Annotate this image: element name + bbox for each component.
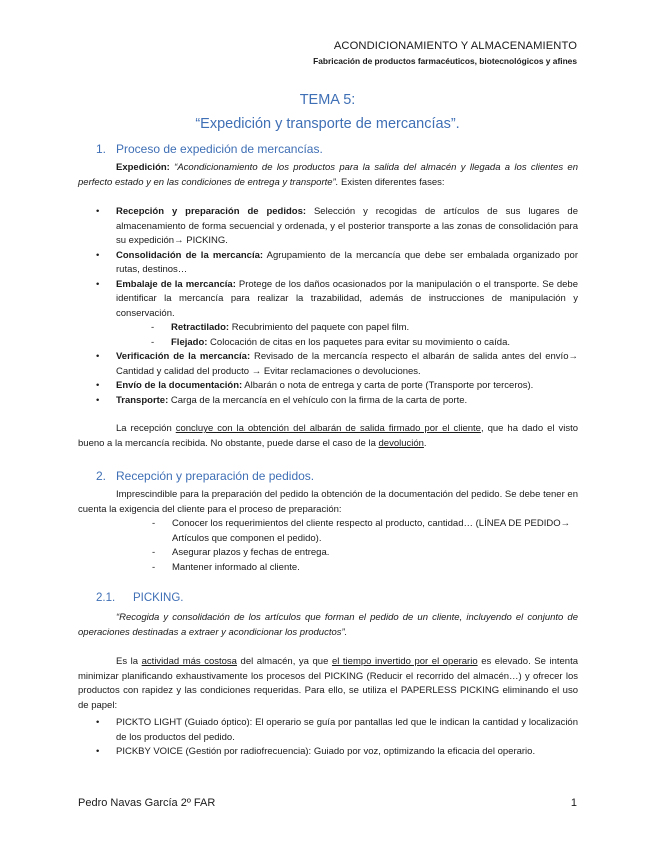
text: es elevado. Se intenta minimizar planificando exhaustivamente los procesos del PICKING (Reducir el recorrido del almacén…) y ofrecer los productos con rapidez y las condiciones requeridas. Para ello, se utiliza el PAPERLESS PICKING eliminando el uso de papel: xyxy=(78,656,579,711)
sub-list-item xyxy=(151,321,578,336)
requirements-list xyxy=(152,517,578,575)
description: Selección y recogidas de artículos de sus lugares de almacenamiento de forma secuencial y ordenada, y el posterior transporte a las zonas de consolidación para su expedición→ PICKING. xyxy=(116,206,578,246)
underlined-text: devolución xyxy=(378,437,424,449)
picking-definition xyxy=(78,611,578,640)
term: Verificación de la mercancía: xyxy=(116,351,251,362)
header-title: ACONDICIONAMIENTO Y ALMACENAMIENTO xyxy=(333,40,577,52)
term: Flejado: xyxy=(171,336,208,348)
description: Revisado de la mercancía respecto el albarán de salida antes del envío→ Cantidad y calidad del producto → Evitar reclamaciones o devoluciones. xyxy=(116,351,578,377)
section-number: 2.1. xyxy=(96,592,116,604)
topic-title: “Expedición y transporte de mercancías”. xyxy=(195,116,460,132)
bullet-icon: • xyxy=(96,278,100,290)
term: Envío de la documentación: xyxy=(116,380,243,391)
intro-rest: Existen diferentes fases: xyxy=(338,176,445,188)
section-title: Recepción y preparación de pedidos. xyxy=(116,469,315,483)
header-subtitle: Fabricación de productos farmacéuticos, biotecnológicos y afines xyxy=(313,56,577,66)
term: Embalaje de la mercancía: xyxy=(116,278,236,290)
underlined-text: concluye con la obtención del albarán de salida firmado por el cliente xyxy=(175,423,481,434)
packaging-sublist xyxy=(151,321,578,350)
list-item xyxy=(96,716,578,745)
list-item xyxy=(152,517,578,546)
description: PICKTO LIGHT (Guiado óptico): El operario se guía por pantallas led que le indican la cantidad y localización de los productos del pedido. xyxy=(116,717,578,743)
list-item xyxy=(96,278,578,322)
sub-list-item xyxy=(151,336,578,351)
list-item xyxy=(152,546,578,561)
term: Recepción y preparación de pedidos: xyxy=(116,206,307,217)
section-title: Proceso de expedición de mercancías. xyxy=(116,142,323,156)
phases-list xyxy=(96,205,578,408)
dash-icon: - xyxy=(152,518,156,529)
list-item xyxy=(96,745,578,760)
paperless-list xyxy=(96,716,578,760)
dash-icon: - xyxy=(152,561,156,573)
description: Mantener informado al cliente. xyxy=(172,561,300,573)
dash-icon: - xyxy=(151,322,155,333)
dash-icon: - xyxy=(152,547,156,558)
underlined-text: actividad más costosa xyxy=(141,656,237,667)
definition-quote: “Acondicionamiento de los productos para la salida del almacén y llegada a los clientes en perfecto estado y en las condiciones de entrega y transporte”. xyxy=(78,162,578,188)
list-item xyxy=(96,350,578,379)
description: PICKBY VOICE (Gestión por radiofrecuencia): Guiado por voz, optimizando la eficacia del operario. xyxy=(116,746,536,757)
bullet-icon: • xyxy=(96,249,100,261)
bullet-icon: • xyxy=(96,351,100,362)
list-item xyxy=(96,394,578,409)
page-number: 1 xyxy=(570,797,577,809)
term: Expedición: xyxy=(116,162,170,173)
text: Es la xyxy=(116,656,142,667)
description: Albarán o nota de entrega y carta de porte (Transporte por terceros). xyxy=(242,380,534,391)
dash-icon: - xyxy=(151,336,155,348)
section-2-heading xyxy=(96,469,314,483)
description: Carga de la mercancía en el vehículo con la firma de la carta de porte. xyxy=(168,394,468,406)
underlined-text: el tiempo invertido por el operario xyxy=(331,656,478,667)
text: del almacén, ya que xyxy=(236,656,332,667)
section-1-intro xyxy=(78,161,578,190)
term: Consolidación de la mercancía: xyxy=(116,249,264,261)
footer-author: Pedro Navas García 2º FAR xyxy=(78,797,216,809)
list-item xyxy=(96,249,578,278)
description: Agrupamiento de la mercancía que debe ser embalada organizado por rutas, destinos… xyxy=(116,249,578,275)
section-1-conclusion xyxy=(78,422,578,451)
description: Recubrimiento del paquete con papel film. xyxy=(229,322,410,333)
list-item xyxy=(96,205,578,249)
bullet-icon: • xyxy=(96,394,100,406)
description: Protege de los daños ocasionados por la manipulación o el transporte. Se debe identificar la mercancía para realizar la trazabilidad, además de instrucciones de manipulación y conservación. xyxy=(116,278,578,319)
section-number: 1. xyxy=(96,142,107,156)
bullet-icon: • xyxy=(96,206,100,217)
section-2-intro: Imprescindible para la preparación del pedido la obtención de la documentación del pedido. Se debe tener en cuenta la exigencia del cliente para el proceso de preparación: xyxy=(78,489,578,515)
section-1-heading xyxy=(96,142,323,156)
description: Asegurar plazos y fechas de entrega. xyxy=(172,547,330,558)
section-number: 2. xyxy=(96,469,107,483)
list-item xyxy=(152,561,578,576)
picking-paragraph xyxy=(78,655,578,713)
description: Conocer los requerimientos del cliente respecto al producto, cantidad… (LÍNEA DE PEDIDO→ Artículos que componen el pedido). xyxy=(172,518,571,544)
section-2-1-heading xyxy=(96,592,183,604)
section-title: PICKING. xyxy=(133,592,184,604)
text: La recepción xyxy=(116,423,176,434)
text: , que ha dado el visto bueno a la mercancía recibida. No obstante, puede darse el caso de la xyxy=(78,423,578,449)
topic-number: TEMA 5: xyxy=(299,92,356,108)
description: Colocación de citas en los paquetes para evitar su movimiento o caída. xyxy=(207,336,511,348)
bullet-icon: • xyxy=(96,380,100,391)
definition-quote: “Recogida y consolidación de los artículos que forman el pedido de un cliente, incluyendo el conjunto de operaciones destinadas a extraer y acondicionar los productos”. xyxy=(78,612,578,638)
list-item xyxy=(96,379,578,394)
bullet-icon: • xyxy=(96,746,100,757)
term: Transporte: xyxy=(116,394,169,406)
term: Retractilado: xyxy=(171,322,230,333)
text: . xyxy=(423,437,427,449)
bullet-icon: • xyxy=(96,717,100,728)
